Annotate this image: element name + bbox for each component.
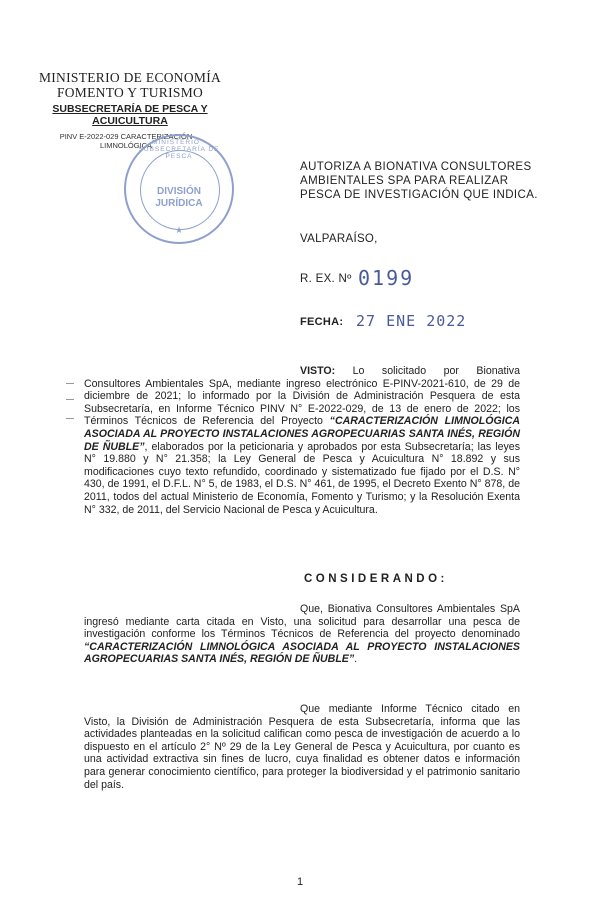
subsecretaria-line-2: ACUICULTURA bbox=[92, 115, 168, 127]
fecha-label: FECHA: bbox=[300, 316, 344, 328]
considerando-project-name: “CARACTERIZACIÓN LIMNOLÓGICA ASOCIADA AL PROYECTO INSTALACIONES AGROPECUARIAS SANTA INÉS, REGIÓN DE ÑUBLE” bbox=[84, 640, 520, 666]
visto-text-b: , elaborados por la peticionaria y aprobados por esta Subsecretaría; las leyes N° 19.880 y N° 21.358; la Ley General de Pesca y Acuicultura N° 18.892 y sus modificaciones cuyo texto refundido, coordinado y sistematizado fue fijado por el D.S. N° 430, de 1991, el D.F.L. N° 5, de 1983, el D.S. N° 461, de 1995, el Decreto Exento N° 878, de 2011, todos del actual Ministerio de Economía, Fomento y Turismo; y la Resolución Exenta N° 332, de 2011, del Servicio Nacional de Pesca y Acuicultura. bbox=[84, 440, 520, 516]
considerando-p1-b: . bbox=[354, 653, 358, 666]
considerando-paragraph-1 bbox=[84, 603, 520, 666]
reference-line-1: PINV E-2022-029 CARACTERIZACIÓN bbox=[59, 132, 193, 141]
visto-text-a: Lo solicitado por Bionativa Consultores Ambientales SpA, mediante ingreso electrónico E-PINV-2021-610, de 29 de diciembre de 2021; lo informado por la División de Administración Pesquera de esta Subsecretaría, en Informe Técnico PINV N° E-2022-029, de 13 de enero de 2022; los Términos Técnicos de Referencia del Proyecto bbox=[84, 365, 520, 428]
stamp-ring-text: MINISTERIO · SUBSECRETARÍA DE PESCA bbox=[138, 139, 220, 160]
stamp-star-icon: ★ bbox=[174, 225, 184, 235]
subsecretaria-line-1: SUBSECRETARÍA DE PESCA Y bbox=[52, 103, 208, 115]
considerando-p1-a: Que, Bionativa Consultores Ambientales SpA ingresó mediante carta citada en Visto, una solicitud para desarrollar una pesca de investigación conforme los Términos Técnicos de Referencia del proyecto denominado bbox=[84, 603, 520, 641]
margin-mark bbox=[66, 383, 74, 384]
subsecretaria-name bbox=[30, 103, 230, 127]
visto-paragraph bbox=[84, 365, 520, 516]
considerando-heading: CONSIDERANDO: bbox=[304, 573, 448, 585]
considerando-paragraph-2: Que mediante Informe Técnico citado en Visto, la División de Administración Pesquera de esta Subsecretaría, informa que las actividades planteadas en la solicitud califican como pesca de investigación de acuerdo a lo dispuesto en el artículo 2° Nº 29 de la Ley General de Pesca y Acuicultura, por cuanto es una actividad extractiva sin fines de lucro, cuya finalidad es obtener datos e información para generar conocimiento científico, para proteger la biodiversidad y el patrimonio sanitario del país. bbox=[84, 703, 520, 791]
city-label: VALPARAÍSO, bbox=[300, 233, 378, 245]
stamp-line-1: DIVISIÓN bbox=[157, 186, 201, 197]
stamp-text bbox=[126, 186, 232, 210]
rex-label: R. EX. Nº bbox=[300, 273, 352, 285]
rex-number: 0199 bbox=[358, 266, 415, 290]
reference-line-2: LIMNOLÓGICA bbox=[99, 141, 153, 150]
ministry-line-1: MINISTERIO DE ECONOMÍA bbox=[38, 70, 222, 85]
stamp-line-2: JURÍDICA bbox=[155, 198, 203, 209]
visto-project-name: “CARACTERIZACIÓN LIMNOLÓGICA ASOCIADA AL PROYECTO INSTALACIONES AGROPECUARIAS SANTA INÉS, REGIÓN DE ÑUBLE” bbox=[84, 415, 520, 453]
fecha-value: 27 ENE 2022 bbox=[356, 312, 467, 330]
margin-mark bbox=[66, 399, 74, 400]
visto-label: VISTO: bbox=[300, 365, 336, 377]
ministry-line-2: FOMENTO Y TURISMO bbox=[56, 85, 204, 100]
resolution-title: AUTORIZA A BIONATIVA CONSULTORES AMBIENTALES SPA PARA REALIZAR PESCA DE INVESTIGACIÓN QUE INDICA. bbox=[300, 161, 538, 201]
division-juridica-stamp bbox=[124, 134, 234, 244]
margin-mark bbox=[66, 418, 74, 419]
ministry-name bbox=[30, 70, 230, 100]
page-number: 1 bbox=[296, 876, 304, 888]
